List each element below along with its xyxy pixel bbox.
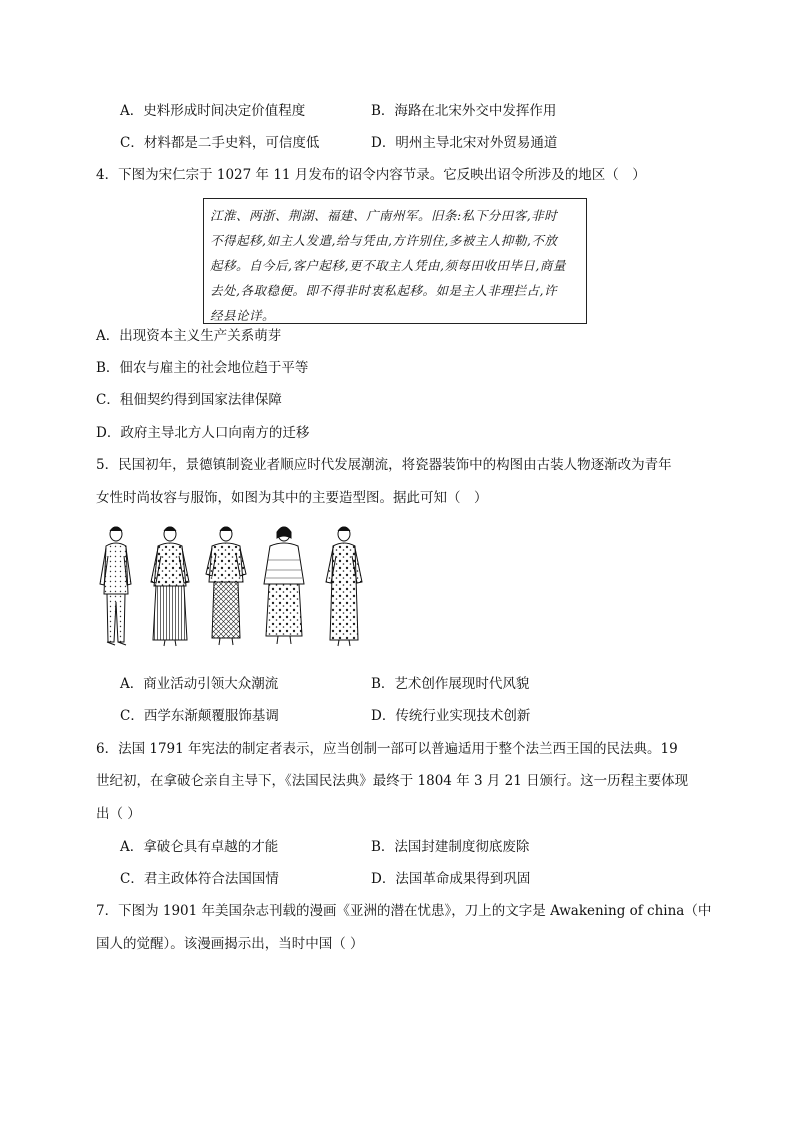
q6-stem-line-1: 6．法国 1791 年宪法的制定者表示，应当创制一部可以普遍适用于整个法兰西王国的民法典。19 bbox=[96, 741, 678, 757]
q3-option-c: C．材料都是二手史料，可信度低 bbox=[120, 135, 320, 151]
q5-stem-line-2: 女性时尚妆容与服饰，如图为其中的主要造型图。据此可知（ ） bbox=[96, 490, 488, 506]
q6-option-b: B．法国封建制度彻底废除 bbox=[371, 839, 530, 855]
q3-option-a: A．史料形成时间决定价值程度 bbox=[120, 103, 306, 119]
figure-2 bbox=[151, 527, 189, 646]
q3-option-d: D．明州主导北宋对外贸易通道 bbox=[371, 135, 558, 151]
q3-option-b: B．海路在北宋外交中发挥作用 bbox=[371, 103, 557, 119]
q5-option-b: B．艺术创作展现时代风貌 bbox=[371, 676, 530, 692]
q4-option-d: D．政府主导北方人口向南方的迁移 bbox=[96, 425, 310, 441]
q6-option-a: A．拿破仑具有卓越的才能 bbox=[120, 839, 279, 855]
q4-quote-line: 江淮、两浙、荆湖、福建、广南州军。旧条:私下分田客,非时 bbox=[210, 208, 558, 223]
figure-5 bbox=[326, 527, 362, 646]
q4-stem: 4．下图为宋仁宗于 1027 年 11 月发布的诏令内容节录。它反映出诏令所涉及的地区（ ） bbox=[96, 167, 646, 183]
q6-stem-line-3: 出（ ） bbox=[96, 806, 141, 822]
q6-option-d: D．法国革命成果得到巩固 bbox=[371, 871, 531, 887]
q4-option-c: C．租佃契约得到国家法律保障 bbox=[96, 392, 282, 408]
q7-stem-line-1: 7．下图为 1901 年美国杂志刊载的漫画《亚洲的潜在忧患》，刀上的文字是 Awakening of china（中 bbox=[96, 903, 712, 919]
q5-fashion-figures-illustration bbox=[98, 524, 388, 654]
q4-quote-line: 不得起移,如主人发遣,给与凭由,方许别住,多被主人抑勒,不放 bbox=[210, 233, 558, 248]
q5-option-c: C．西学东渐颠覆服饰基调 bbox=[120, 708, 279, 724]
q4-quote-line: 去处,各取稳便。即不得非时衷私起移。如是主人非理拦占,许 bbox=[210, 283, 557, 298]
figure-4 bbox=[264, 527, 304, 644]
figure-1 bbox=[100, 527, 131, 645]
q4-quote-line: 起移。自今后,客户起移,更不取主人凭由,须每田收田毕日,商量 bbox=[210, 258, 566, 273]
q4-option-b: B．佃农与雇主的社会地位趋于平等 bbox=[96, 360, 309, 376]
q4-edict-excerpt-box bbox=[203, 198, 587, 324]
q7-stem-line-2: 国人的觉醒）。该漫画揭示出，当时中国（ ） bbox=[96, 936, 364, 952]
q5-stem-line-1: 5．民国初年，景德镇制瓷业者顺应时代发展潮流，将瓷器装饰中的构图由古装人物逐渐改为青年 bbox=[96, 457, 672, 473]
q5-option-a: A．商业活动引领大众潮流 bbox=[120, 676, 279, 692]
figure-3 bbox=[206, 527, 246, 645]
q6-option-c: C．君主政体符合法国国情 bbox=[120, 871, 279, 887]
q4-option-a: A．出现资本主义生产关系萌芽 bbox=[96, 328, 282, 344]
q6-stem-line-2: 世纪初，在拿破仑亲自主导下，《法国民法典》最终于 1804 年 3 月 21 日颁行。这一历程主要体现 bbox=[96, 773, 689, 789]
q4-quote-line: 经县论详。 bbox=[210, 308, 276, 323]
q5-option-d: D．传统行业实现技术创新 bbox=[371, 708, 531, 724]
